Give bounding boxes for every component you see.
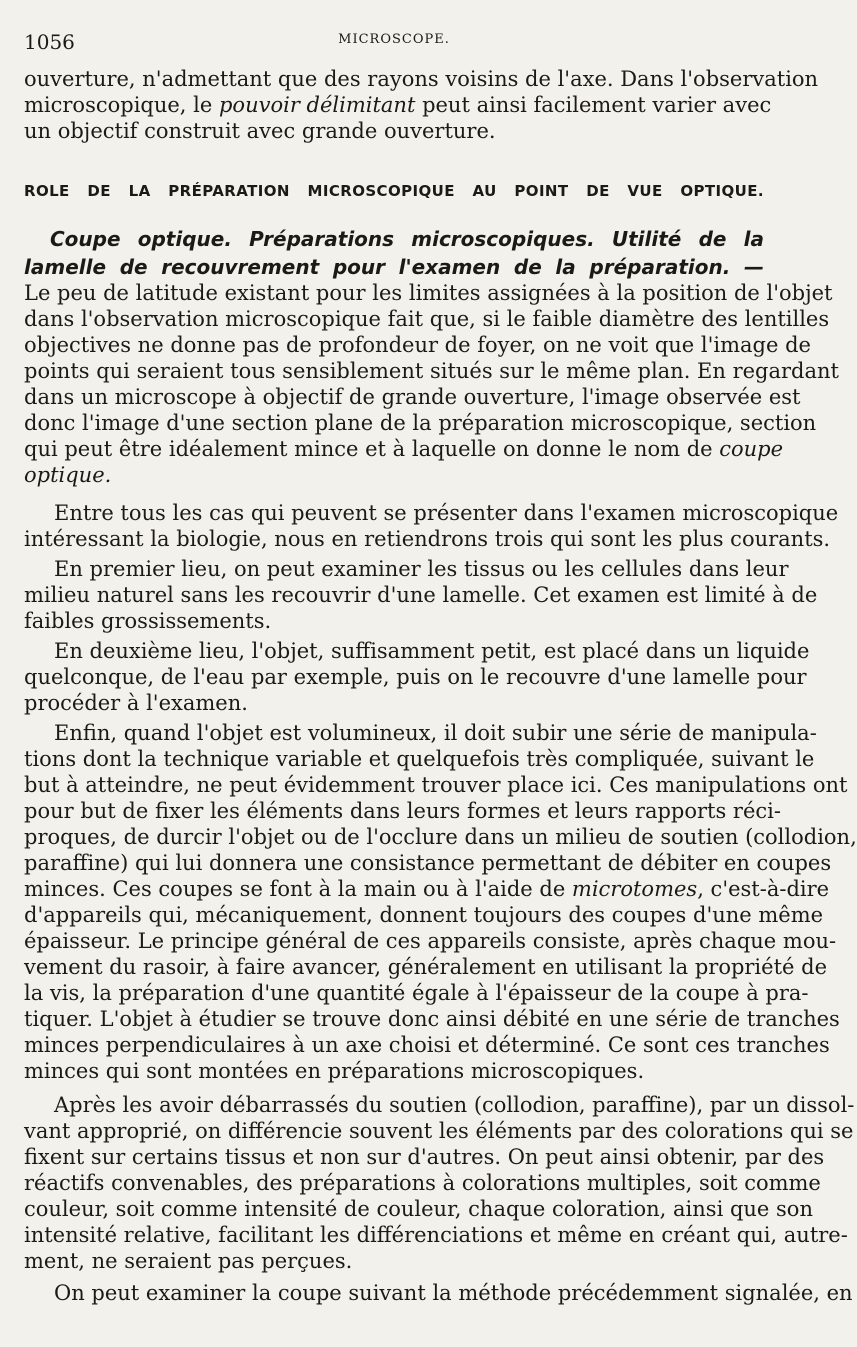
italic-term: pouvoir délimitant	[218, 93, 416, 117]
text-line	[24, 436, 784, 462]
text-line	[54, 1092, 855, 1118]
text-line	[24, 954, 827, 980]
text-line	[24, 526, 831, 552]
text-line	[24, 92, 772, 118]
line-text: un objectif construit avec grande ouverture.	[24, 119, 496, 143]
line-text: intensité relative, facilitant les différenciations et même en créant qui, autre-	[24, 1223, 848, 1247]
subheading-line	[50, 226, 764, 252]
line-text: pour but de fixer les éléments dans leurs formes et leurs rapports réci-	[24, 799, 781, 823]
text-line	[24, 772, 848, 798]
page-header	[24, 30, 764, 58]
line-text: vement du rasoir, à faire avancer, généralement en utilisant la propriété de	[24, 955, 827, 979]
line-text: Enfin, quand l'objet est volumineux, il doit subir une série de manipula-	[54, 721, 817, 745]
text-line	[24, 746, 815, 772]
text-line	[54, 638, 810, 664]
line-text: ROLE DE LA PRÉPARATION MICROSCOPIQUE AU POINT DE VUE OPTIQUE.	[24, 182, 764, 200]
line-text: qui peut être idéalement mince et à laquelle on donne le nom de	[24, 437, 720, 461]
text-line	[24, 690, 764, 716]
line-text: ouverture, n'admettant que des rayons voisins de l'axe. Dans l'observation	[24, 67, 819, 91]
line-text: d'appareils qui, mécaniquement, donnent toujours des coupes d'une même	[24, 903, 824, 927]
text-line	[24, 928, 837, 954]
line-text: réactifs convenables, des préparations à colorations multiples, soit comme	[24, 1171, 821, 1195]
subheading-line	[24, 254, 764, 280]
line-text: Le peu de latitude existant pour les limites assignées à la position de l'objet	[24, 281, 833, 305]
line-text: objectives ne donne pas de profondeur de foyer, on ne voit que l'image de	[24, 333, 811, 357]
line-text: la vis, la préparation d'une quantité égale à l'épaisseur de la coupe à pra-	[24, 981, 809, 1005]
line-text: fixent sur certains tissus et non sur d'autres. On peut ainsi obtenir, par des	[24, 1145, 825, 1169]
text-line	[24, 1006, 840, 1032]
line-text: Entre tous les cas qui peuvent se présenter dans l'examen microscopique	[54, 501, 839, 525]
text-line	[24, 1248, 764, 1274]
text-line	[24, 462, 764, 488]
text-line	[24, 582, 818, 608]
line-text: épaisseur. Le principe général de ces appareils consiste, après chaque mou-	[24, 929, 837, 953]
line-text: microscopique, le	[24, 93, 219, 117]
line-text: but à atteindre, ne peut évidemment trouver place ici. Ces manipulations ont	[24, 773, 848, 797]
line-text: tions dont la technique variable et quelquefois très compliquée, suivant le	[24, 747, 815, 771]
line-text: En deuxième lieu, l'objet, suffisamment petit, est placé dans un liquide	[54, 639, 810, 663]
text-line	[24, 280, 833, 306]
text-line	[24, 1144, 825, 1170]
text-line	[54, 1280, 853, 1306]
text-line	[24, 980, 809, 1006]
line-text-after: , c'est-à-dire	[697, 877, 830, 901]
line-text: lamelle de recouvrement pour l'examen de la préparation. —	[24, 255, 764, 279]
text-line	[24, 358, 839, 384]
text-line	[24, 1222, 848, 1248]
text-line	[24, 664, 807, 690]
line-text-after: peut ainsi facilement varier avec	[415, 93, 772, 117]
italic-term: optique.	[24, 463, 112, 487]
text-line	[24, 118, 764, 144]
text-line	[24, 902, 824, 928]
text-line	[24, 1196, 813, 1222]
text-line	[24, 384, 801, 410]
line-text: points qui seraient tous sensiblement situés sur le même plan. En regardant	[24, 359, 839, 383]
text-line	[24, 1032, 830, 1058]
line-text: ment, ne seraient pas perçues.	[24, 1249, 353, 1273]
text-line	[24, 332, 811, 358]
text-line	[24, 306, 830, 332]
text-line	[54, 720, 817, 746]
italic-term: coupe	[719, 437, 784, 461]
text-line	[24, 66, 819, 92]
text-line	[24, 850, 832, 876]
line-text: minces qui sont montées en préparations microscopiques.	[24, 1059, 645, 1083]
line-text: Après les avoir débarrassés du soutien (collodion, paraffine), par un dissol-	[54, 1093, 855, 1117]
text-line	[24, 1058, 764, 1084]
page-number: 1056	[24, 30, 75, 54]
line-text: quelconque, de l'eau par exemple, puis on le recouvre d'une lamelle pour	[24, 665, 807, 689]
section-heading	[24, 178, 764, 204]
line-text: donc l'image d'une section plane de la préparation microscopique, section	[24, 411, 817, 435]
line-text: intéressant la biologie, nous en retiendrons trois qui sont les plus courants.	[24, 527, 831, 551]
text-line	[24, 410, 817, 436]
line-text: On peut examiner la coupe suivant la méthode précédemment signalée, en	[54, 1281, 853, 1305]
line-text: proques, de durcir l'objet ou de l'occlure dans un milieu de soutien (collodion,	[24, 825, 857, 849]
text-line	[24, 1170, 821, 1196]
text-line	[24, 1118, 854, 1144]
text-line	[54, 556, 789, 582]
line-text: paraffine) qui lui donnera une consistance permettant de débiter en coupes	[24, 851, 832, 875]
text-line	[24, 608, 764, 634]
line-text: procéder à l'examen.	[24, 691, 248, 715]
line-text: Coupe optique. Préparations microscopiques. Utilité de la	[50, 227, 764, 251]
running-title: MICROSCOPE.	[338, 32, 450, 47]
line-text: dans l'observation microscopique fait que, si le faible diamètre des lentilles	[24, 307, 830, 331]
italic-term: microtomes	[571, 877, 698, 901]
text-line	[24, 876, 830, 902]
line-text: tiquer. L'objet à étudier se trouve donc ainsi débité en une série de tranches	[24, 1007, 840, 1031]
line-text: vant approprié, on différencie souvent les éléments par des colorations qui se	[24, 1119, 854, 1143]
line-text: couleur, soit comme intensité de couleur, chaque coloration, ainsi que son	[24, 1197, 813, 1221]
text-line	[24, 824, 857, 850]
line-text: faibles grossissements.	[24, 609, 272, 633]
line-text: minces perpendiculaires à un axe choisi et déterminé. Ce sont ces tranches	[24, 1033, 830, 1057]
text-line	[54, 500, 839, 526]
line-text: En premier lieu, on peut examiner les tissus ou les cellules dans leur	[54, 557, 789, 581]
line-text: milieu naturel sans les recouvrir d'une lamelle. Cet examen est limité à de	[24, 583, 818, 607]
text-line	[24, 798, 781, 824]
line-text: dans un microscope à objectif de grande ouverture, l'image observée est	[24, 385, 801, 409]
line-text: minces. Ces coupes se font à la main ou à l'aide de	[24, 877, 572, 901]
